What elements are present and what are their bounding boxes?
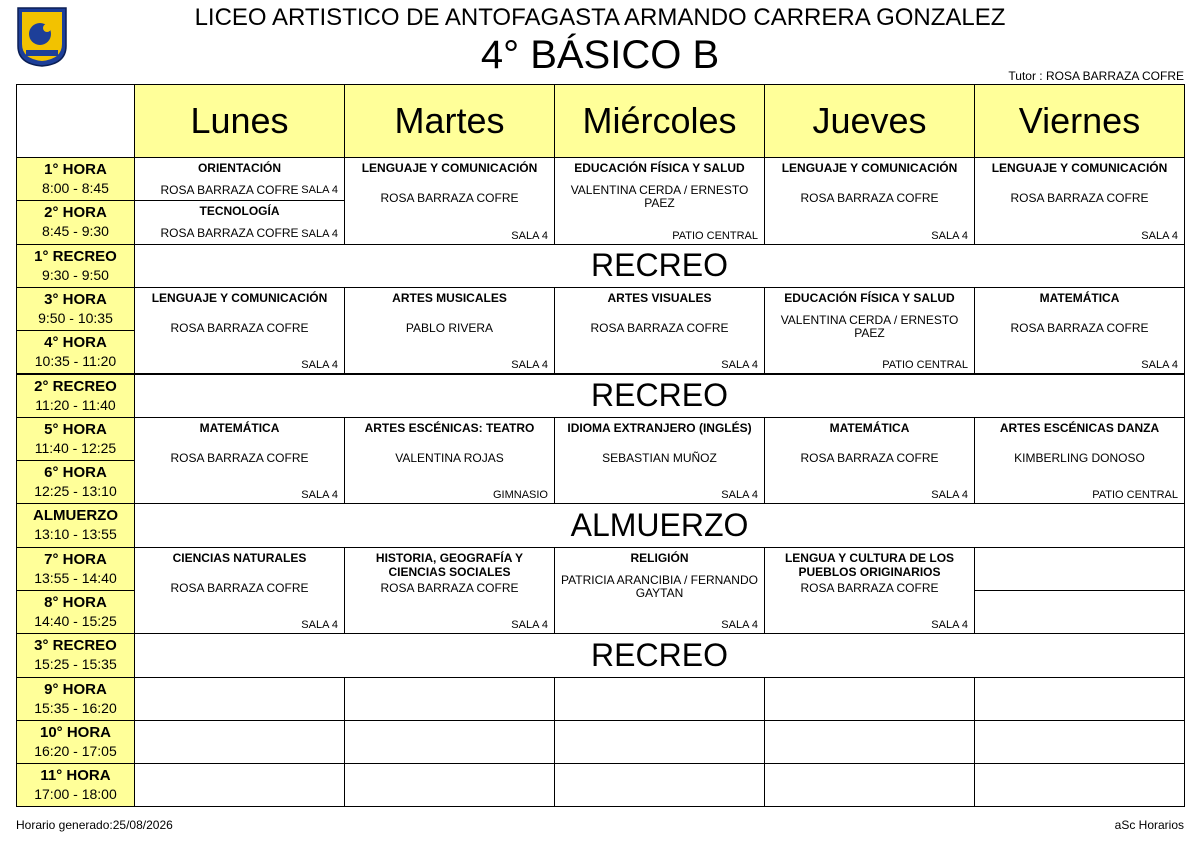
lesson-card[interactable] (764, 287, 975, 375)
lesson-teacher: ROSA BARRAZA COFRE (170, 580, 309, 595)
empty-slot[interactable] (344, 720, 555, 764)
period-header (16, 374, 135, 418)
period-time: 9:50 - 10:35 (38, 309, 113, 326)
empty-slot[interactable] (974, 720, 1185, 764)
lesson-subject: MATEMÁTICA (829, 420, 910, 435)
period-header (16, 633, 135, 677)
lesson-room: SALA 4 (511, 229, 548, 242)
break-banner: RECREO (134, 374, 1185, 418)
empty-slot[interactable] (554, 720, 765, 764)
lesson-room: SALA 4 (301, 359, 338, 372)
lesson-teacher: ROSA BARRAZA COFRE (1010, 191, 1149, 205)
period-time: 16:20 - 17:05 (34, 742, 117, 759)
lesson-subject: TECNOLOGÍA (199, 204, 280, 219)
empty-slot[interactable] (344, 763, 555, 807)
period-time: 11:20 - 11:40 (35, 396, 116, 413)
period-time: 14:40 - 15:25 (34, 613, 117, 629)
lesson-card[interactable] (134, 287, 345, 375)
lesson-card[interactable] (134, 417, 345, 505)
lesson-room: SALA 4 (1141, 229, 1178, 242)
empty-slot[interactable] (554, 763, 765, 807)
lesson-subject: ORIENTACIÓN (197, 161, 282, 175)
lesson-teacher: ROSA BARRAZA COFRE (800, 191, 939, 205)
lesson-teacher: ROSA BARRAZA COFRE (380, 191, 519, 205)
period-header (16, 460, 135, 504)
day-header-2: Miércoles (554, 84, 765, 158)
lesson-teacher: KIMBERLING DONOSO (1014, 450, 1145, 465)
lesson-teacher: VALENTINA ROJAS (395, 450, 504, 465)
period-time: 8:45 - 9:30 (42, 223, 109, 240)
period-name: 11° HORA (40, 767, 111, 785)
lesson-card[interactable] (764, 417, 975, 505)
lesson-card[interactable] (554, 157, 765, 245)
period-header (16, 417, 135, 461)
lesson-room: SALA 4 (931, 229, 968, 242)
lesson-subject: HISTORIA, GEOGRAFÍA Y CIENCIAS SOCIALES (375, 550, 524, 579)
lesson-card[interactable] (134, 157, 345, 201)
lesson-subject: EDUCACIÓN FÍSICA Y SALUD (574, 161, 745, 175)
break-banner: RECREO (134, 633, 1185, 677)
lesson-room: SALA 4 (301, 227, 338, 240)
timetable-grid (16, 84, 1184, 816)
lesson-subject: CIENCIAS NATURALES (172, 550, 307, 565)
empty-slot[interactable] (134, 763, 345, 807)
period-name: 1° HORA (44, 161, 107, 178)
lesson-room: SALA 4 (301, 619, 338, 632)
period-name: 2° RECREO (34, 377, 117, 395)
period-name: 10° HORA (39, 723, 111, 741)
lesson-card[interactable] (764, 157, 975, 245)
period-header (16, 244, 135, 288)
lesson-teacher: PATRICIA ARANCIBIA / FERNANDO GAYTAN (561, 572, 758, 600)
day-header-0: Lunes (134, 84, 345, 158)
period-header (16, 547, 135, 591)
lesson-subject: ARTES ESCÉNICAS DANZA (999, 420, 1160, 435)
period-name: 5° HORA (44, 420, 107, 438)
lesson-room: PATIO CENTRAL (1092, 489, 1178, 502)
period-name: 6° HORA (44, 464, 107, 482)
lesson-teacher: ROSA BARRAZA COFRE (800, 450, 939, 465)
day-header-3: Jueves (764, 84, 975, 158)
lesson-teacher: ROSA BARRAZA COFRE (380, 580, 519, 595)
lesson-card[interactable] (134, 200, 345, 244)
period-time: 13:10 - 13:55 (34, 526, 117, 543)
lesson-card[interactable] (554, 547, 765, 635)
period-time: 8:00 - 8:45 (42, 180, 109, 196)
lesson-subject: LENGUAJE Y COMUNICACIÓN (991, 161, 1168, 175)
period-name: 8° HORA (44, 594, 107, 611)
lesson-subject: MATEMÁTICA (1039, 290, 1120, 305)
day-header-1: Martes (344, 84, 555, 158)
period-name: 4° HORA (44, 334, 107, 352)
lesson-teacher: ROSA BARRAZA COFRE (800, 580, 939, 595)
lesson-teacher: ROSA BARRAZA COFRE (160, 226, 299, 241)
lesson-subject: RELIGIÓN (630, 550, 689, 565)
period-header (16, 287, 135, 331)
empty-slot[interactable] (554, 677, 765, 721)
period-name: 2° HORA (44, 204, 107, 222)
period-header (16, 590, 135, 634)
school-name: LICEO ARTISTICO DE ANTOFAGASTA ARMANDO CARRERA GONZALEZ (194, 4, 1006, 31)
empty-slot[interactable] (764, 763, 975, 807)
empty-slot[interactable] (134, 677, 345, 721)
lesson-room: SALA 4 (721, 359, 758, 372)
tutor-label: Tutor : ROSA BARRAZA COFRE (1008, 69, 1184, 83)
lesson-card[interactable] (344, 287, 555, 375)
break-banner: RECREO (134, 244, 1185, 288)
lesson-card[interactable] (344, 417, 555, 505)
break-banner: ALMUERZO (134, 503, 1185, 547)
lesson-room: SALA 4 (931, 489, 968, 502)
lesson-card[interactable] (764, 547, 975, 635)
period-time: 13:55 - 14:40 (34, 569, 117, 586)
lesson-room: SALA 4 (1141, 359, 1178, 372)
empty-slot[interactable] (764, 720, 975, 764)
lesson-room: SALA 4 (301, 489, 338, 502)
lesson-card[interactable] (344, 547, 555, 635)
period-time: 15:35 - 16:20 (34, 699, 117, 716)
period-header (16, 677, 135, 721)
lesson-card[interactable] (974, 157, 1185, 245)
empty-slot[interactable] (974, 677, 1185, 721)
lesson-subject: LENGUA Y CULTURA DE LOS PUEBLOS ORIGINARIOS (784, 550, 955, 579)
period-name: 3° RECREO (34, 637, 117, 655)
empty-slot[interactable] (974, 763, 1185, 807)
period-time: 9:30 - 9:50 (42, 266, 109, 283)
lesson-card[interactable] (134, 547, 345, 635)
lesson-room: PATIO CENTRAL (882, 359, 968, 372)
lesson-subject: LENGUAJE Y COMUNICACIÓN (151, 290, 328, 305)
period-time: 17:00 - 18:00 (34, 786, 117, 803)
lesson-subject: ARTES MUSICALES (392, 290, 507, 305)
lesson-teacher: ROSA BARRAZA COFRE (170, 450, 309, 465)
empty-slot[interactable] (974, 590, 1185, 634)
period-header (16, 200, 135, 244)
lesson-subject: EDUCACIÓN FÍSICA Y SALUD (784, 290, 955, 305)
empty-slot[interactable] (344, 677, 555, 721)
period-name: 7° HORA (44, 550, 107, 568)
period-header (16, 763, 135, 807)
lesson-teacher: PABLO RIVERA (405, 320, 494, 335)
lesson-subject: IDIOMA EXTRANJERO (INGLÉS) (567, 420, 752, 435)
lesson-room: SALA 4 (721, 489, 758, 502)
lesson-room: SALA 4 (931, 619, 968, 632)
lesson-card[interactable] (344, 157, 555, 245)
lesson-room: SALA 4 (301, 184, 338, 197)
lesson-card[interactable] (554, 287, 765, 375)
lesson-teacher: ROSA BARRAZA COFRE (590, 320, 729, 335)
period-time: 15:25 - 15:35 (34, 656, 117, 673)
lesson-subject: MATEMÁTICA (199, 420, 280, 435)
period-header (16, 720, 135, 764)
lesson-teacher: SEBASTIAN MUÑOZ (602, 450, 717, 465)
lesson-teacher: VALENTINA CERDA / ERNESTO PAEZ (570, 183, 749, 210)
lesson-teacher: ROSA BARRAZA COFRE (170, 320, 309, 335)
app-credit: aSc Horarios (1114, 818, 1184, 832)
lesson-card[interactable] (554, 417, 765, 505)
lesson-room: SALA 4 (721, 619, 758, 632)
period-time: 10:35 - 11:20 (34, 353, 117, 370)
course-title: 4° BÁSICO B (480, 33, 720, 77)
lesson-subject: LENGUAJE Y COMUNICACIÓN (781, 161, 958, 175)
lesson-room: GIMNASIO (492, 489, 548, 502)
period-name: 9° HORA (44, 680, 107, 698)
day-header-4: Viernes (974, 84, 1185, 158)
generated-date: Horario generado:25/08/2026 (16, 818, 173, 832)
lesson-room: SALA 4 (511, 359, 548, 372)
period-header (16, 330, 135, 374)
period-time: 12:25 - 13:10 (34, 483, 117, 500)
lesson-teacher: ROSA BARRAZA COFRE (1010, 320, 1149, 335)
corner-cell (16, 84, 135, 158)
empty-slot[interactable] (764, 677, 975, 721)
period-name: 1° RECREO (34, 247, 117, 265)
lesson-teacher: ROSA BARRAZA COFRE (160, 183, 299, 197)
lesson-teacher: VALENTINA CERDA / ERNESTO PAEZ (780, 312, 959, 340)
period-header (16, 503, 135, 547)
period-header (16, 157, 135, 201)
period-name: ALMUERZO (33, 507, 118, 525)
lesson-room: PATIO CENTRAL (672, 229, 758, 242)
lesson-subject: ARTES ESCÉNICAS: TEATRO (364, 420, 535, 435)
lesson-card[interactable] (974, 287, 1185, 375)
lesson-card[interactable] (974, 417, 1185, 505)
lesson-room: SALA 4 (511, 619, 548, 632)
period-name: 3° HORA (44, 290, 107, 308)
lesson-subject: ARTES VISUALES (607, 290, 712, 305)
empty-slot[interactable] (974, 547, 1185, 591)
empty-slot[interactable] (134, 720, 345, 764)
lesson-subject: LENGUAJE Y COMUNICACIÓN (361, 161, 538, 175)
period-time: 11:40 - 12:25 (34, 439, 117, 456)
